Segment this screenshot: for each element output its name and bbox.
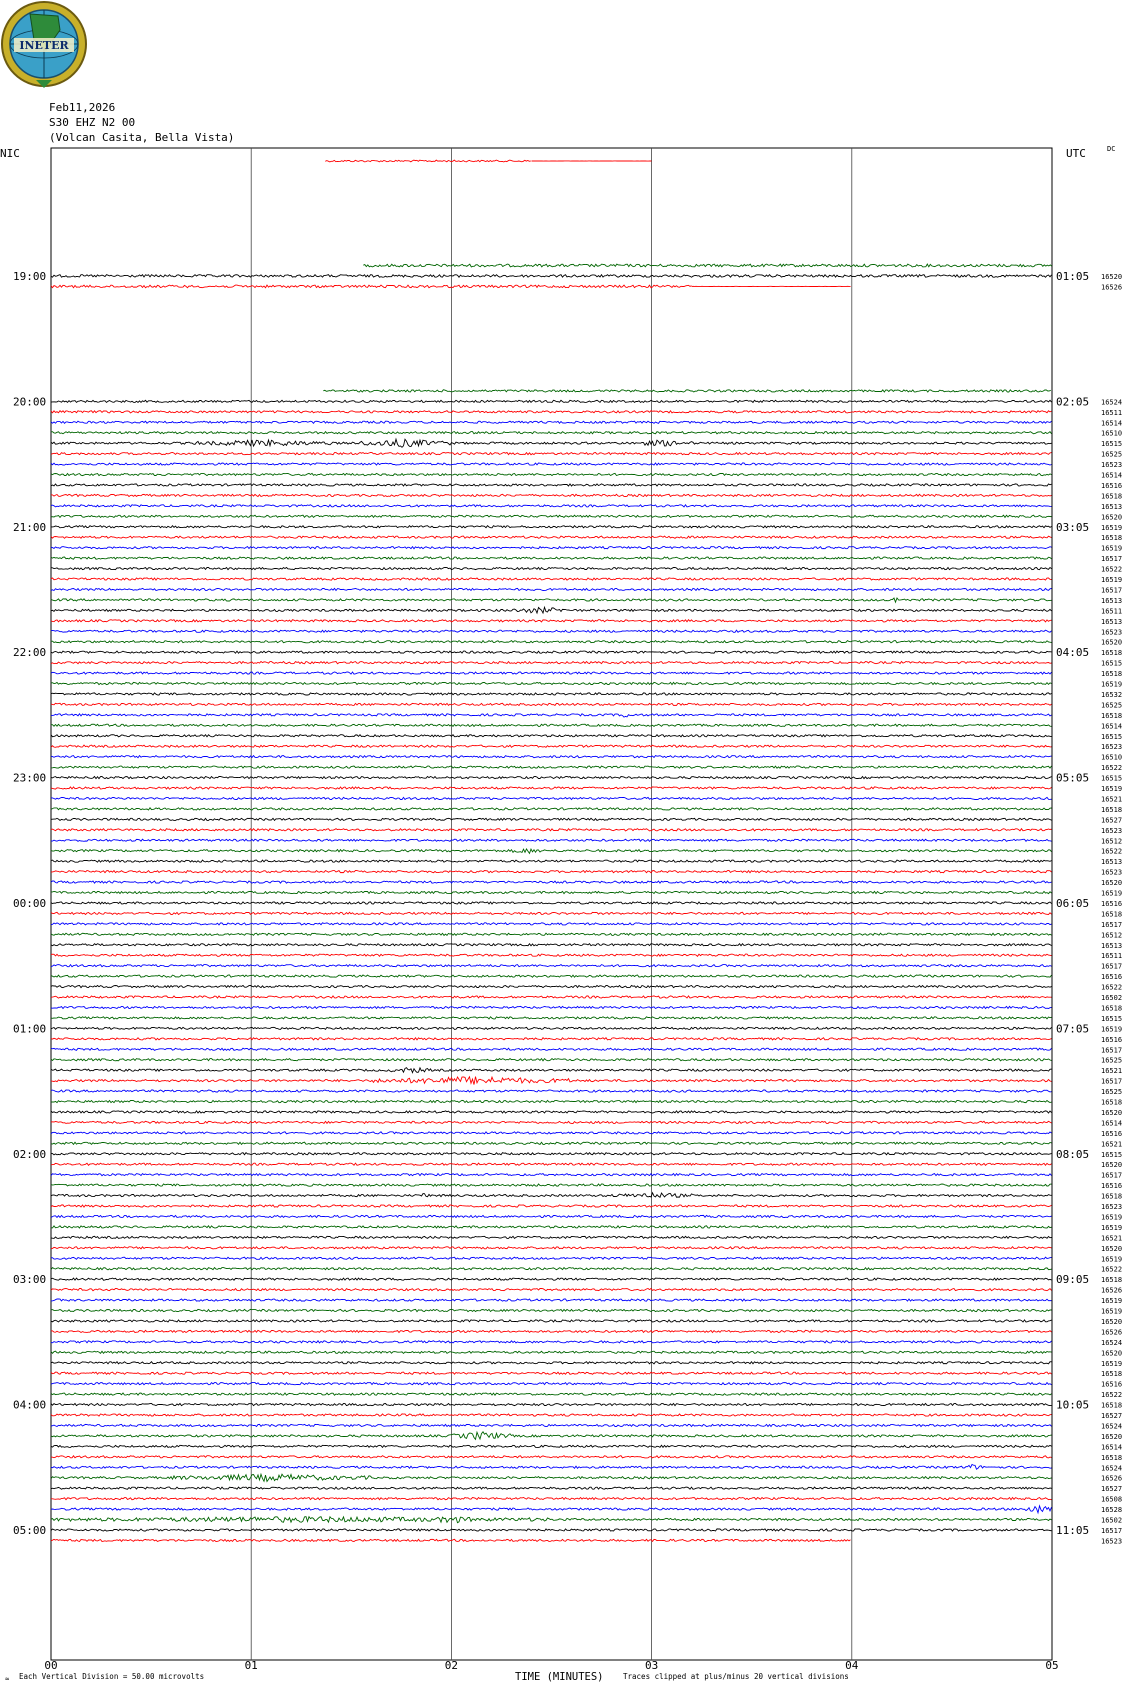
row-amplitude-label: 16502: [1101, 994, 1123, 1002]
trace-row-126: [51, 1474, 1052, 1481]
trace-row-45: [51, 630, 1052, 632]
trace-row-86: [51, 1059, 1052, 1061]
row-amplitude-label: 16510: [1101, 429, 1123, 438]
row-amplitude-label: 16515: [1101, 440, 1123, 449]
row-amplitude-label: 16528: [1101, 1506, 1123, 1515]
trace-row-131: [51, 1529, 1052, 1531]
row-amplitude-label: 16510: [1101, 753, 1123, 762]
row-amplitude-labels: [1101, 273, 1122, 1545]
row-amplitude-label: 16517: [1101, 962, 1123, 971]
row-amplitude-label: 16515: [1101, 732, 1123, 741]
row-amplitude-label: 16524: [1101, 1422, 1123, 1431]
row-amplitude-label: 16518: [1101, 1276, 1123, 1285]
row-amplitude-label: 16519: [1101, 523, 1123, 532]
left-time-label: 22:00: [13, 646, 47, 660]
row-amplitude-label: 16520: [1101, 1317, 1123, 1326]
right-time-label: 03:05: [1056, 520, 1090, 534]
row-amplitude-label: 16517: [1101, 1046, 1123, 1055]
trace-row-53: [51, 714, 1052, 717]
left-time-labels: [13, 270, 46, 1537]
right-time-label: 02:05: [1056, 395, 1090, 409]
row-amplitude-label: 16517: [1101, 920, 1123, 929]
trace-row-85: [51, 1048, 1052, 1050]
row-amplitude-label: 16520: [1101, 879, 1123, 888]
trace-row-105: [51, 1257, 1052, 1259]
trace-row-26: [51, 432, 1052, 434]
row-amplitude-label: 16515: [1101, 659, 1123, 668]
trace-row-95: [51, 1153, 1052, 1155]
row-amplitude-label: 16518: [1101, 1453, 1123, 1462]
trace-row-74: [51, 933, 1052, 935]
row-amplitude-label: 16523: [1101, 461, 1123, 470]
row-amplitude-label: 16517: [1101, 1077, 1123, 1086]
left-time-label: 03:00: [13, 1273, 47, 1287]
trace-row-23: [51, 400, 1052, 402]
trace-row-58: [51, 766, 1052, 768]
row-amplitude-label: 16524: [1101, 1338, 1123, 1347]
trace-row-83: [51, 1027, 1052, 1029]
row-amplitude-label: 16521: [1101, 1067, 1123, 1076]
row-amplitude-label: 16514: [1101, 419, 1123, 428]
trace-row-103: [51, 1236, 1052, 1238]
trace-row-65: [51, 839, 1052, 841]
trace-row-67: [51, 860, 1052, 862]
row-amplitude-label: 16520: [1101, 1432, 1123, 1441]
trace-row-50: [51, 682, 1052, 684]
right-time-label: 01:05: [1056, 269, 1090, 283]
row-amplitude-label: 16516: [1101, 973, 1123, 982]
trace-row-118: [51, 1393, 1052, 1395]
row-amplitude-label: 16519: [1101, 785, 1123, 793]
trace-row-80: [51, 996, 1052, 998]
row-amplitude-label: 16524: [1101, 1464, 1123, 1473]
trace-row-113: [51, 1341, 1052, 1343]
row-amplitude-label: 16524: [1101, 398, 1123, 407]
x-tick-label: 01: [244, 1659, 258, 1672]
corner-tag: DC: [1107, 145, 1116, 153]
trace-row-61: [51, 797, 1052, 799]
row-amplitude-label: 16527: [1101, 1485, 1123, 1494]
row-amplitude-label: 16513: [1101, 617, 1123, 626]
row-amplitude-label: 16519: [1101, 1297, 1123, 1306]
trace-row-71: [51, 902, 1052, 904]
row-amplitude-label: 16514: [1101, 471, 1123, 480]
trace-row-104: [51, 1247, 1052, 1249]
trace-row-111: [51, 1320, 1052, 1322]
row-amplitude-label: 16526: [1101, 1328, 1123, 1337]
x-axis-title: TIME (MINUTES): [515, 1671, 604, 1683]
trace-row-32: [51, 494, 1052, 496]
trace-row-47: [51, 651, 1052, 653]
row-amplitude-label: 16520: [1101, 1108, 1123, 1117]
row-amplitude-label: 16526: [1101, 1286, 1123, 1295]
row-amplitude-label: 16512: [1101, 837, 1123, 846]
trace-row-31: [51, 484, 1052, 486]
trace-row-39: [51, 568, 1052, 570]
row-amplitude-label: 16516: [1101, 899, 1123, 908]
trace-row-56: [51, 745, 1052, 747]
trace-row-92: [51, 1121, 1052, 1123]
left-time-label: 01:00: [13, 1022, 47, 1036]
row-amplitude-label: 16514: [1101, 722, 1123, 731]
logo-text: INETER: [19, 39, 69, 52]
trace-row-40: [51, 578, 1052, 580]
trace-row-115: [51, 1362, 1052, 1364]
row-amplitude-label: 16519: [1101, 1307, 1123, 1316]
trace-row-98: [51, 1184, 1052, 1186]
trace-row-124: [51, 1456, 1052, 1458]
row-amplitude-label: 16517: [1101, 1526, 1123, 1535]
trace-row-60: [51, 787, 1052, 789]
trace-row-122: [51, 1432, 1052, 1440]
trace-row-89: [51, 1090, 1052, 1092]
trace-row-99: [51, 1193, 1052, 1198]
row-amplitude-label: 16519: [1101, 1025, 1123, 1034]
right-timezone-label: UTC: [1066, 147, 1086, 160]
row-amplitude-label: 16522: [1101, 1391, 1123, 1400]
trace-row-93: [51, 1132, 1052, 1134]
row-amplitude-label: 16517: [1101, 555, 1123, 564]
row-amplitude-label: 16508: [1101, 1495, 1123, 1504]
row-amplitude-label: 16526: [1101, 1474, 1123, 1483]
right-time-label: 07:05: [1056, 1022, 1090, 1036]
trace-row-78: [51, 975, 1052, 977]
trace-row-75: [51, 944, 1052, 946]
trace-row-55: [51, 735, 1052, 737]
trace-row-112: [51, 1330, 1052, 1332]
row-amplitude-label: 16517: [1101, 586, 1123, 595]
row-amplitude-label: 16519: [1101, 544, 1123, 553]
row-amplitude-label: 16527: [1101, 816, 1123, 825]
row-amplitude-label: 16520: [1101, 1244, 1123, 1253]
row-amplitude-label: 16514: [1101, 1443, 1123, 1452]
row-amplitude-label: 16522: [1101, 764, 1123, 773]
trace-row-106: [51, 1268, 1052, 1270]
right-time-label: 04:05: [1056, 646, 1090, 660]
row-amplitude-label: 16513: [1101, 858, 1123, 867]
trace-row-110: [51, 1309, 1052, 1311]
row-amplitude-label: 16518: [1101, 1370, 1123, 1379]
row-amplitude-label: 16519: [1101, 1213, 1123, 1222]
trace-row-82: [51, 1017, 1052, 1019]
right-time-labels: [1056, 270, 1089, 1537]
trace-row-109: [51, 1299, 1052, 1301]
left-time-label: 05:00: [13, 1523, 47, 1537]
row-amplitude-label: 16521: [1101, 1234, 1123, 1243]
row-amplitude-label: 16518: [1101, 805, 1123, 814]
row-amplitude-label: 16525: [1101, 1056, 1123, 1065]
trace-row-57: [51, 756, 1052, 758]
trace-row-125: [51, 1465, 1052, 1470]
row-amplitude-label: 16517: [1101, 1171, 1123, 1180]
trace-row-24: [51, 411, 1052, 413]
trace-row-100: [51, 1205, 1052, 1207]
row-amplitude-label: 16518: [1101, 1098, 1123, 1107]
trace-row-77: [51, 965, 1052, 967]
trace-row-73: [51, 923, 1052, 925]
row-amplitude-label: 16525: [1101, 1088, 1123, 1097]
trace-row-76: [51, 954, 1052, 956]
trace-row-96: [51, 1163, 1052, 1165]
corner-mark: ≈: [5, 1675, 10, 1683]
trace-row-54: [51, 724, 1052, 726]
trace-row-43: [51, 607, 1052, 613]
row-amplitude-label: 16516: [1101, 481, 1123, 490]
row-amplitude-label: 16520: [1101, 272, 1123, 281]
trace-group: [51, 160, 1052, 1541]
trace-row-117: [51, 1383, 1052, 1385]
row-amplitude-label: 16527: [1101, 1412, 1123, 1420]
trace-row-0: [325, 160, 531, 162]
trace-row-63: [51, 818, 1052, 820]
right-time-label: 08:05: [1056, 1147, 1090, 1161]
left-timezone-label: NIC: [0, 147, 20, 160]
trace-row-25: [51, 421, 1052, 423]
row-amplitude-label: 16522: [1101, 1265, 1123, 1274]
right-time-label: 06:05: [1056, 896, 1090, 910]
trace-row-68: [51, 871, 1052, 873]
x-tick-label: 02: [444, 1659, 459, 1672]
right-time-label: 09:05: [1056, 1273, 1090, 1287]
trace-row-33: [51, 505, 1052, 507]
row-amplitude-label: 16520: [1101, 513, 1123, 522]
trace-row-35: [51, 526, 1052, 528]
row-amplitude-label: 16523: [1101, 1203, 1123, 1211]
trace-row-46: [51, 641, 1052, 643]
trace-row-36: [51, 536, 1052, 538]
left-time-label: 02:00: [13, 1147, 47, 1161]
trace-row-129: [51, 1506, 1052, 1513]
row-amplitude-label: 16516: [1101, 1035, 1123, 1044]
trace-row-28: [51, 453, 1052, 455]
trace-row-37: [51, 547, 1052, 549]
row-amplitude-label: 16518: [1101, 649, 1123, 658]
date-label: Feb11,2026: [49, 101, 116, 114]
row-amplitude-label: 16519: [1101, 1255, 1123, 1264]
row-amplitude-label: 16523: [1101, 826, 1123, 835]
row-amplitude-label: 16523: [1101, 628, 1123, 637]
row-amplitude-label: 16522: [1101, 847, 1123, 856]
row-amplitude-label: 16522: [1101, 983, 1123, 992]
row-amplitude-label: 16513: [1101, 596, 1123, 605]
clip-note: Traces clipped at plus/minus 20 vertical divisions: [623, 1672, 849, 1681]
trace-row-121: [51, 1424, 1052, 1426]
left-time-label: 20:00: [13, 395, 47, 409]
x-tick-label: 04: [845, 1659, 859, 1672]
row-amplitude-label: 16519: [1101, 576, 1123, 584]
x-tick-label: 03: [644, 1659, 659, 1672]
trace-row-69: [51, 881, 1052, 883]
station-label: S30 EHZ N2 00: [49, 116, 136, 129]
left-time-label: 23:00: [13, 771, 47, 785]
row-amplitude-label: 16521: [1101, 795, 1123, 804]
trace-row-11: [51, 275, 1052, 278]
row-amplitude-label: 16523: [1101, 743, 1123, 752]
trace-row-127: [51, 1487, 1052, 1489]
trace-row-70: [51, 891, 1052, 893]
right-time-label: 11:05: [1056, 1523, 1090, 1537]
trace-row-44: [51, 620, 1052, 622]
location-label: (Volcan Casita, Bella Vista): [49, 131, 235, 144]
trace-row-27: [51, 439, 1052, 447]
trace-row-10: [363, 264, 1052, 267]
trace-row-72: [51, 912, 1052, 914]
row-amplitude-label: 16518: [1101, 910, 1123, 919]
trace-row-130: [51, 1517, 1052, 1523]
left-time-label: 19:00: [13, 269, 47, 283]
trace-row-41: [51, 588, 1052, 590]
row-amplitude-label: 16532: [1101, 690, 1123, 699]
row-amplitude-label: 16516: [1101, 1129, 1123, 1138]
row-amplitude-label: 16515: [1101, 774, 1123, 783]
trace-row-90: [51, 1100, 1052, 1102]
row-amplitude-label: 16518: [1101, 1192, 1123, 1201]
row-amplitude-label: 16520: [1101, 1349, 1123, 1358]
trace-row-12: [51, 285, 692, 288]
trace-row-66: [51, 849, 1052, 854]
row-amplitude-label: 16512: [1101, 931, 1123, 940]
trace-row-38: [51, 557, 1052, 559]
scale-note: Each Vertical Division = 50.00 microvolts: [19, 1672, 205, 1681]
trace-row-29: [51, 463, 1052, 465]
trace-row-87: [51, 1068, 1052, 1073]
trace-row-22: [323, 390, 1051, 392]
ineter-logo: [2, 2, 86, 88]
trace-row-30: [51, 473, 1052, 475]
row-amplitude-label: 16518: [1101, 534, 1123, 543]
right-time-label: 10:05: [1056, 1398, 1090, 1412]
row-amplitude-label: 16515: [1101, 1014, 1123, 1023]
row-amplitude-label: 16519: [1101, 889, 1123, 898]
row-amplitude-label: 16518: [1101, 492, 1123, 501]
row-amplitude-label: 16513: [1101, 941, 1123, 950]
row-amplitude-label: 16518: [1101, 670, 1123, 679]
trace-row-48: [51, 662, 1052, 664]
trace-row-132: [51, 1539, 851, 1541]
row-amplitude-label: 16526: [1101, 283, 1123, 292]
trace-row-107: [51, 1278, 1052, 1280]
x-tick-label: 00: [44, 1659, 58, 1672]
trace-row-84: [51, 1038, 1052, 1040]
row-amplitude-label: 16522: [1101, 565, 1123, 574]
trace-row-119: [51, 1404, 1052, 1406]
row-amplitude-label: 16511: [1101, 952, 1123, 961]
trace-row-108: [51, 1289, 1052, 1291]
trace-row-97: [51, 1174, 1052, 1176]
row-amplitude-label: 16516: [1101, 1182, 1123, 1191]
trace-row-42: [51, 598, 1052, 602]
left-time-label: 04:00: [13, 1398, 47, 1412]
row-amplitude-label: 16523: [1101, 868, 1123, 877]
row-amplitude-label: 16519: [1101, 680, 1123, 689]
row-amplitude-label: 16518: [1101, 1401, 1123, 1410]
row-amplitude-label: 16520: [1101, 638, 1123, 647]
trace-row-116: [51, 1372, 1052, 1374]
trace-row-49: [51, 672, 1052, 674]
trace-row-34: [51, 515, 1052, 517]
x-tick-label: 05: [1045, 1659, 1059, 1672]
row-amplitude-label: 16519: [1101, 1359, 1123, 1368]
trace-row-128: [51, 1498, 1052, 1500]
row-amplitude-label: 16516: [1101, 1380, 1123, 1389]
trace-row-79: [51, 986, 1052, 988]
row-amplitude-label: 16514: [1101, 1119, 1123, 1128]
row-amplitude-label: 16518: [1101, 1004, 1123, 1013]
row-amplitude-label: 16511: [1101, 408, 1123, 417]
row-amplitude-label: 16515: [1101, 1150, 1123, 1159]
left-time-label: 21:00: [13, 520, 47, 534]
row-amplitude-label: 16511: [1101, 607, 1123, 616]
row-amplitude-label: 16520: [1101, 1161, 1123, 1170]
right-time-label: 05:05: [1056, 771, 1090, 785]
trace-row-102: [51, 1226, 1052, 1228]
trace-row-88: [51, 1077, 1052, 1085]
trace-row-114: [51, 1351, 1052, 1353]
trace-row-51: [51, 693, 1052, 695]
trace-row-52: [51, 703, 1052, 705]
row-amplitude-label: 16521: [1101, 1140, 1123, 1149]
row-amplitude-label: 16525: [1101, 450, 1123, 459]
row-amplitude-label: 16518: [1101, 711, 1123, 720]
trace-row-62: [51, 808, 1052, 810]
trace-row-59: [51, 777, 1052, 779]
row-amplitude-label: 16519: [1101, 1223, 1123, 1232]
trace-row-64: [51, 829, 1052, 831]
trace-row-91: [51, 1111, 1052, 1113]
trace-row-123: [51, 1445, 1052, 1447]
trace-row-81: [51, 1006, 1052, 1008]
trace-row-120: [51, 1414, 1052, 1416]
row-amplitude-label: 16502: [1101, 1516, 1123, 1525]
row-amplitude-label: 16513: [1101, 502, 1123, 511]
row-amplitude-label: 16523: [1101, 1537, 1123, 1546]
trace-row-101: [51, 1215, 1052, 1217]
row-amplitude-label: 16525: [1101, 701, 1123, 710]
left-time-label: 00:00: [13, 896, 47, 910]
trace-row-94: [51, 1142, 1052, 1144]
